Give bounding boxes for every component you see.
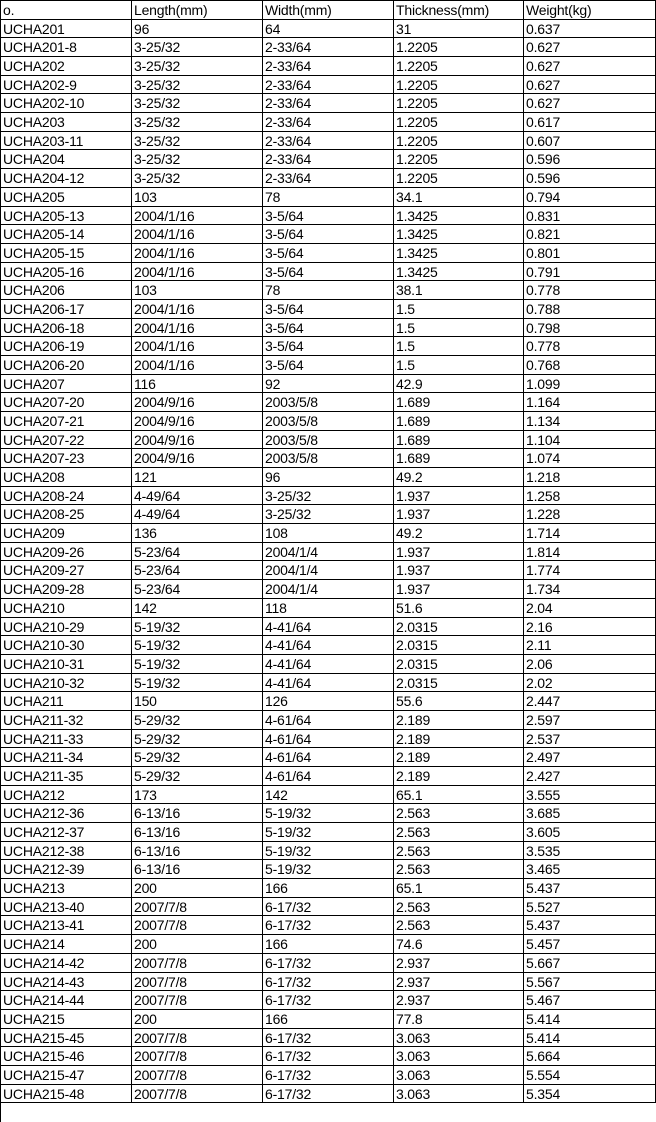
cell-weight: 5.414 bbox=[524, 1010, 656, 1029]
cell-model-no: UCHA212-38 bbox=[1, 842, 132, 861]
cell-width: 118 bbox=[263, 599, 394, 618]
cell-thickness: 77.8 bbox=[394, 1010, 524, 1029]
cell-thickness: 31 bbox=[394, 20, 524, 39]
cell-width: 5-19/32 bbox=[263, 842, 394, 861]
cell-weight: 2.597 bbox=[524, 711, 656, 730]
cell-length: 2007/7/8 bbox=[132, 991, 263, 1010]
cell-length: 5-19/32 bbox=[132, 674, 263, 693]
cell-length: 116 bbox=[132, 375, 263, 394]
cell-thickness: 1.2205 bbox=[394, 113, 524, 132]
cell-length: 2004/9/16 bbox=[132, 412, 263, 431]
cell-thickness: 42.9 bbox=[394, 375, 524, 394]
cell-model-no: UCHA212 bbox=[1, 786, 132, 805]
header-width: Width(mm) bbox=[263, 1, 394, 20]
cell-thickness: 55.6 bbox=[394, 692, 524, 711]
cell-weight: 2.497 bbox=[524, 748, 656, 767]
cell-model-no: UCHA202-10 bbox=[1, 94, 132, 113]
cell-thickness: 1.5 bbox=[394, 319, 524, 338]
cell-weight: 2.447 bbox=[524, 692, 656, 711]
cell-weight: 0.788 bbox=[524, 300, 656, 319]
cell-thickness: 1.689 bbox=[394, 412, 524, 431]
cell-weight: 5.457 bbox=[524, 935, 656, 954]
cell-width: 4-61/64 bbox=[263, 748, 394, 767]
cell-width: 2-33/64 bbox=[263, 113, 394, 132]
cell-model-no: UCHA210 bbox=[1, 599, 132, 618]
cell-width: 96 bbox=[263, 468, 394, 487]
cell-length: 2007/7/8 bbox=[132, 916, 263, 935]
cell-width: 5-19/32 bbox=[263, 823, 394, 842]
cell-width: 3-25/32 bbox=[263, 487, 394, 506]
cell-width: 6-17/32 bbox=[263, 1066, 394, 1085]
cell-length: 200 bbox=[132, 1010, 263, 1029]
cell-weight: 0.798 bbox=[524, 319, 656, 338]
cell-length: 2004/1/16 bbox=[132, 207, 263, 226]
cell-width: 2004/1/4 bbox=[263, 543, 394, 562]
cell-weight: 2.02 bbox=[524, 674, 656, 693]
cell-thickness: 1.5 bbox=[394, 356, 524, 375]
cell-length: 103 bbox=[132, 188, 263, 207]
cell-weight: 2.04 bbox=[524, 599, 656, 618]
cell-length: 2007/7/8 bbox=[132, 1047, 263, 1066]
cell-model-no: UCHA215 bbox=[1, 1010, 132, 1029]
cell-weight: 0.627 bbox=[524, 76, 656, 95]
cell-model-no: UCHA208-25 bbox=[1, 505, 132, 524]
cell-length: 2004/1/16 bbox=[132, 319, 263, 338]
cell-width: 142 bbox=[263, 786, 394, 805]
cell-model-no: UCHA207-21 bbox=[1, 412, 132, 431]
cell-weight: 3.535 bbox=[524, 842, 656, 861]
cell-model-no: UCHA207-22 bbox=[1, 431, 132, 450]
cell-weight: 3.555 bbox=[524, 786, 656, 805]
cell-thickness: 2.563 bbox=[394, 860, 524, 879]
cell-length: 2004/1/16 bbox=[132, 356, 263, 375]
cell-length: 2004/9/16 bbox=[132, 393, 263, 412]
cell-width: 4-41/64 bbox=[263, 636, 394, 655]
cell-length: 2007/7/8 bbox=[132, 954, 263, 973]
cell-model-no: UCHA211 bbox=[1, 692, 132, 711]
cell-weight: 1.814 bbox=[524, 543, 656, 562]
cell-thickness: 2.189 bbox=[394, 730, 524, 749]
cell-model-no: UCHA205-16 bbox=[1, 263, 132, 282]
cell-thickness: 38.1 bbox=[394, 281, 524, 300]
cell-weight: 5.567 bbox=[524, 973, 656, 992]
cell-thickness: 1.2205 bbox=[394, 132, 524, 151]
cell-weight: 0.627 bbox=[524, 38, 656, 57]
cell-model-no: UCHA212-36 bbox=[1, 804, 132, 823]
cell-model-no: UCHA206 bbox=[1, 281, 132, 300]
cell-length: 4-49/64 bbox=[132, 487, 263, 506]
header-weight: Weight(kg) bbox=[524, 1, 656, 20]
cell-model-no: UCHA203 bbox=[1, 113, 132, 132]
cell-thickness: 2.0315 bbox=[394, 674, 524, 693]
cell-thickness: 1.937 bbox=[394, 487, 524, 506]
cell-thickness: 2.937 bbox=[394, 954, 524, 973]
cell-model-no: UCHA205-15 bbox=[1, 244, 132, 263]
cell-width: 2-33/64 bbox=[263, 76, 394, 95]
cell-width: 2-33/64 bbox=[263, 169, 394, 188]
cell-thickness: 34.1 bbox=[394, 188, 524, 207]
cell-length: 5-29/32 bbox=[132, 730, 263, 749]
cell-weight: 0.778 bbox=[524, 281, 656, 300]
cell-thickness: 2.937 bbox=[394, 973, 524, 992]
cell-weight: 2.06 bbox=[524, 655, 656, 674]
cell-thickness: 2.0315 bbox=[394, 618, 524, 637]
cell-length: 200 bbox=[132, 935, 263, 954]
cell-thickness: 2.189 bbox=[394, 767, 524, 786]
header-model-no: o. bbox=[1, 1, 132, 20]
cell-model-no: UCHA210-29 bbox=[1, 618, 132, 637]
cell-thickness: 65.1 bbox=[394, 786, 524, 805]
cell-weight: 2.16 bbox=[524, 618, 656, 637]
cell-length: 173 bbox=[132, 786, 263, 805]
cell-model-no: UCHA213 bbox=[1, 879, 132, 898]
cell-thickness: 1.5 bbox=[394, 300, 524, 319]
cell-weight: 1.164 bbox=[524, 393, 656, 412]
cell-length: 5-19/32 bbox=[132, 618, 263, 637]
cell-width: 6-17/32 bbox=[263, 954, 394, 973]
cell-model-no: UCHA215-47 bbox=[1, 1066, 132, 1085]
cell-model-no: UCHA215-48 bbox=[1, 1085, 132, 1104]
cell-weight: 0.627 bbox=[524, 57, 656, 76]
header-length: Length(mm) bbox=[132, 1, 263, 20]
cell-model-no: UCHA206-20 bbox=[1, 356, 132, 375]
cell-weight: 0.627 bbox=[524, 94, 656, 113]
cell-weight: 1.228 bbox=[524, 505, 656, 524]
cell-weight: 5.437 bbox=[524, 879, 656, 898]
cell-length: 96 bbox=[132, 20, 263, 39]
cell-width: 2-33/64 bbox=[263, 57, 394, 76]
cell-width: 6-17/32 bbox=[263, 898, 394, 917]
cell-width: 2-33/64 bbox=[263, 38, 394, 57]
cell-width: 2003/5/8 bbox=[263, 431, 394, 450]
cell-width: 64 bbox=[263, 20, 394, 39]
cell-width: 6-17/32 bbox=[263, 1047, 394, 1066]
cell-width: 166 bbox=[263, 879, 394, 898]
cell-width: 3-5/64 bbox=[263, 207, 394, 226]
cell-width: 3-5/64 bbox=[263, 300, 394, 319]
cell-weight: 3.465 bbox=[524, 860, 656, 879]
cell-thickness: 3.063 bbox=[394, 1047, 524, 1066]
cell-width: 2004/1/4 bbox=[263, 580, 394, 599]
cell-width: 78 bbox=[263, 188, 394, 207]
cell-model-no: UCHA209-28 bbox=[1, 580, 132, 599]
cell-length: 3-25/32 bbox=[132, 38, 263, 57]
cell-thickness: 49.2 bbox=[394, 524, 524, 543]
cell-model-no: UCHA214-43 bbox=[1, 973, 132, 992]
cell-length: 5-23/64 bbox=[132, 543, 263, 562]
cell-length: 121 bbox=[132, 468, 263, 487]
cell-weight: 0.617 bbox=[524, 113, 656, 132]
cell-width: 3-5/64 bbox=[263, 263, 394, 282]
cell-thickness: 2.937 bbox=[394, 991, 524, 1010]
cell-width: 2003/5/8 bbox=[263, 393, 394, 412]
cell-model-no: UCHA212-39 bbox=[1, 860, 132, 879]
cell-weight: 0.831 bbox=[524, 207, 656, 226]
cell-model-no: UCHA202 bbox=[1, 57, 132, 76]
cell-weight: 0.596 bbox=[524, 150, 656, 169]
cell-width: 2004/1/4 bbox=[263, 561, 394, 580]
cell-width: 4-61/64 bbox=[263, 767, 394, 786]
cell-thickness: 1.3425 bbox=[394, 263, 524, 282]
cell-thickness: 2.0315 bbox=[394, 636, 524, 655]
cell-model-no: UCHA210-31 bbox=[1, 655, 132, 674]
cell-model-no: UCHA204-12 bbox=[1, 169, 132, 188]
cell-model-no: UCHA215-46 bbox=[1, 1047, 132, 1066]
cell-weight: 0.768 bbox=[524, 356, 656, 375]
cell-length: 2004/1/16 bbox=[132, 337, 263, 356]
cell-model-no: UCHA205 bbox=[1, 188, 132, 207]
cell-weight: 0.791 bbox=[524, 263, 656, 282]
cell-length: 150 bbox=[132, 692, 263, 711]
cell-weight: 1.714 bbox=[524, 524, 656, 543]
cell-length: 5-19/32 bbox=[132, 655, 263, 674]
cell-width: 3-25/32 bbox=[263, 505, 394, 524]
cell-length: 136 bbox=[132, 524, 263, 543]
cell-length: 3-25/32 bbox=[132, 132, 263, 151]
cell-thickness: 1.3425 bbox=[394, 207, 524, 226]
cell-length: 2004/9/16 bbox=[132, 449, 263, 468]
cell-model-no: UCHA209-27 bbox=[1, 561, 132, 580]
cell-model-no: UCHA207-23 bbox=[1, 449, 132, 468]
cell-thickness: 2.189 bbox=[394, 711, 524, 730]
cell-length: 3-25/32 bbox=[132, 169, 263, 188]
cell-thickness: 1.689 bbox=[394, 449, 524, 468]
cell-model-no: UCHA212-37 bbox=[1, 823, 132, 842]
cell-weight: 0.778 bbox=[524, 337, 656, 356]
cell-model-no: UCHA210-30 bbox=[1, 636, 132, 655]
cell-length: 3-25/32 bbox=[132, 57, 263, 76]
cell-length: 6-13/16 bbox=[132, 823, 263, 842]
cell-model-no: UCHA202-9 bbox=[1, 76, 132, 95]
cell-model-no: UCHA214 bbox=[1, 935, 132, 954]
cell-weight: 5.414 bbox=[524, 1029, 656, 1048]
cell-model-no: UCHA205-14 bbox=[1, 225, 132, 244]
cell-thickness: 1.5 bbox=[394, 337, 524, 356]
cell-length: 3-25/32 bbox=[132, 113, 263, 132]
cell-width: 166 bbox=[263, 935, 394, 954]
cell-length: 5-23/64 bbox=[132, 561, 263, 580]
cell-length: 2004/1/16 bbox=[132, 300, 263, 319]
cell-model-no: UCHA206-17 bbox=[1, 300, 132, 319]
cell-length: 5-29/32 bbox=[132, 711, 263, 730]
cell-length: 6-13/16 bbox=[132, 804, 263, 823]
cell-thickness: 1.937 bbox=[394, 580, 524, 599]
cell-length: 5-29/32 bbox=[132, 748, 263, 767]
cell-width: 4-61/64 bbox=[263, 711, 394, 730]
cell-weight: 5.664 bbox=[524, 1047, 656, 1066]
cell-model-no: UCHA207-20 bbox=[1, 393, 132, 412]
cell-model-no: UCHA215-45 bbox=[1, 1029, 132, 1048]
cell-length: 2007/7/8 bbox=[132, 1085, 263, 1104]
cell-thickness: 3.063 bbox=[394, 1085, 524, 1104]
cell-thickness: 1.2205 bbox=[394, 94, 524, 113]
cell-thickness: 51.6 bbox=[394, 599, 524, 618]
cell-weight: 3.605 bbox=[524, 823, 656, 842]
cell-model-no: UCHA214-42 bbox=[1, 954, 132, 973]
cell-weight: 1.074 bbox=[524, 449, 656, 468]
cell-thickness: 1.689 bbox=[394, 431, 524, 450]
cell-width: 6-17/32 bbox=[263, 991, 394, 1010]
cell-model-no: UCHA213-41 bbox=[1, 916, 132, 935]
cell-width: 6-17/32 bbox=[263, 1085, 394, 1104]
cell-thickness: 1.2205 bbox=[394, 38, 524, 57]
cell-model-no: UCHA206-19 bbox=[1, 337, 132, 356]
cell-thickness: 2.563 bbox=[394, 898, 524, 917]
cell-weight: 1.734 bbox=[524, 580, 656, 599]
cell-length: 3-25/32 bbox=[132, 150, 263, 169]
cell-thickness: 2.563 bbox=[394, 842, 524, 861]
cell-width: 166 bbox=[263, 1010, 394, 1029]
cell-length: 5-29/32 bbox=[132, 767, 263, 786]
cell-length: 3-25/32 bbox=[132, 94, 263, 113]
cell-length: 2004/1/16 bbox=[132, 244, 263, 263]
cell-thickness: 1.2205 bbox=[394, 169, 524, 188]
cell-model-no: UCHA207 bbox=[1, 375, 132, 394]
cell-width: 4-61/64 bbox=[263, 730, 394, 749]
cell-length: 6-13/16 bbox=[132, 860, 263, 879]
cell-thickness: 1.937 bbox=[394, 543, 524, 562]
header-thickness: Thickness(mm) bbox=[394, 1, 524, 20]
cell-weight: 0.801 bbox=[524, 244, 656, 263]
cell-width: 126 bbox=[263, 692, 394, 711]
cell-thickness: 3.063 bbox=[394, 1029, 524, 1048]
cell-length: 2004/1/16 bbox=[132, 225, 263, 244]
cell-width: 4-41/64 bbox=[263, 655, 394, 674]
cell-width: 3-5/64 bbox=[263, 319, 394, 338]
cell-width: 3-5/64 bbox=[263, 337, 394, 356]
cell-width: 2-33/64 bbox=[263, 132, 394, 151]
cell-thickness: 1.2205 bbox=[394, 150, 524, 169]
cell-weight: 1.218 bbox=[524, 468, 656, 487]
cell-width: 4-41/64 bbox=[263, 674, 394, 693]
cell-model-no: UCHA214-44 bbox=[1, 991, 132, 1010]
cell-thickness: 65.1 bbox=[394, 879, 524, 898]
cell-width: 3-5/64 bbox=[263, 225, 394, 244]
cell-length: 6-13/16 bbox=[132, 842, 263, 861]
cell-thickness: 2.563 bbox=[394, 823, 524, 842]
cell-weight: 0.607 bbox=[524, 132, 656, 151]
cell-weight: 0.637 bbox=[524, 20, 656, 39]
cell-weight: 1.104 bbox=[524, 431, 656, 450]
cell-width: 2-33/64 bbox=[263, 150, 394, 169]
cell-thickness: 1.3425 bbox=[394, 225, 524, 244]
cell-model-no: UCHA204 bbox=[1, 150, 132, 169]
cell-weight: 5.354 bbox=[524, 1085, 656, 1104]
cell-model-no: UCHA209-26 bbox=[1, 543, 132, 562]
cell-width: 6-17/32 bbox=[263, 973, 394, 992]
cell-length: 3-25/32 bbox=[132, 76, 263, 95]
cell-model-no: UCHA213-40 bbox=[1, 898, 132, 917]
cell-weight: 2.427 bbox=[524, 767, 656, 786]
cell-width: 4-41/64 bbox=[263, 618, 394, 637]
cell-thickness: 74.6 bbox=[394, 935, 524, 954]
cell-thickness: 1.937 bbox=[394, 561, 524, 580]
cell-thickness: 1.689 bbox=[394, 393, 524, 412]
cell-weight: 1.774 bbox=[524, 561, 656, 580]
cell-model-no: UCHA209 bbox=[1, 524, 132, 543]
cell-model-no: UCHA208 bbox=[1, 468, 132, 487]
cell-model-no: UCHA211-33 bbox=[1, 730, 132, 749]
cell-length: 2007/7/8 bbox=[132, 1029, 263, 1048]
cell-weight: 2.537 bbox=[524, 730, 656, 749]
cell-width: 3-5/64 bbox=[263, 356, 394, 375]
cell-length: 200 bbox=[132, 879, 263, 898]
cell-model-no: UCHA211-32 bbox=[1, 711, 132, 730]
cell-model-no: UCHA201 bbox=[1, 20, 132, 39]
cell-width: 6-17/32 bbox=[263, 916, 394, 935]
cell-width: 6-17/32 bbox=[263, 1029, 394, 1048]
cell-model-no: UCHA203-11 bbox=[1, 132, 132, 151]
cell-length: 5-19/32 bbox=[132, 636, 263, 655]
cell-width: 5-19/32 bbox=[263, 860, 394, 879]
cell-length: 2007/7/8 bbox=[132, 1066, 263, 1085]
cell-weight: 5.437 bbox=[524, 916, 656, 935]
cell-weight: 3.685 bbox=[524, 804, 656, 823]
cell-weight: 5.667 bbox=[524, 954, 656, 973]
cell-model-no: UCHA210-32 bbox=[1, 674, 132, 693]
cell-weight: 0.821 bbox=[524, 225, 656, 244]
cell-thickness: 2.563 bbox=[394, 916, 524, 935]
cell-weight: 5.467 bbox=[524, 991, 656, 1010]
cell-width: 108 bbox=[263, 524, 394, 543]
cell-width: 78 bbox=[263, 281, 394, 300]
cell-thickness: 1.937 bbox=[394, 505, 524, 524]
cell-width: 2-33/64 bbox=[263, 94, 394, 113]
cell-thickness: 3.063 bbox=[394, 1066, 524, 1085]
cell-width: 92 bbox=[263, 375, 394, 394]
cell-thickness: 2.0315 bbox=[394, 655, 524, 674]
cell-length: 103 bbox=[132, 281, 263, 300]
cell-thickness: 1.2205 bbox=[394, 57, 524, 76]
cell-weight: 5.554 bbox=[524, 1066, 656, 1085]
cell-width: 2003/5/8 bbox=[263, 412, 394, 431]
cell-model-no: UCHA208-24 bbox=[1, 487, 132, 506]
cell-width: 5-19/32 bbox=[263, 804, 394, 823]
cell-thickness: 49.2 bbox=[394, 468, 524, 487]
cell-width: 3-5/64 bbox=[263, 244, 394, 263]
cell-weight: 0.596 bbox=[524, 169, 656, 188]
cell-thickness: 1.3425 bbox=[394, 244, 524, 263]
cell-thickness: 1.2205 bbox=[394, 76, 524, 95]
cell-length: 5-23/64 bbox=[132, 580, 263, 599]
cell-model-no: UCHA205-13 bbox=[1, 207, 132, 226]
cell-model-no: UCHA201-8 bbox=[1, 38, 132, 57]
cell-thickness: 2.563 bbox=[394, 804, 524, 823]
cell-weight: 2.11 bbox=[524, 636, 656, 655]
cell-weight: 1.258 bbox=[524, 487, 656, 506]
cell-width: 2003/5/8 bbox=[263, 449, 394, 468]
cell-weight: 1.099 bbox=[524, 375, 656, 394]
cell-weight: 1.134 bbox=[524, 412, 656, 431]
cell-length: 2007/7/8 bbox=[132, 973, 263, 992]
cell-weight: 5.527 bbox=[524, 898, 656, 917]
cell-length: 4-49/64 bbox=[132, 505, 263, 524]
cell-model-no: UCHA206-18 bbox=[1, 319, 132, 338]
cell-length: 2004/9/16 bbox=[132, 431, 263, 450]
cell-length: 2004/1/16 bbox=[132, 263, 263, 282]
cell-model-no: UCHA211-35 bbox=[1, 767, 132, 786]
cell-weight: 0.794 bbox=[524, 188, 656, 207]
cell-length: 142 bbox=[132, 599, 263, 618]
cell-thickness: 2.189 bbox=[394, 748, 524, 767]
cell-model-no: UCHA211-34 bbox=[1, 748, 132, 767]
cell-length: 2007/7/8 bbox=[132, 898, 263, 917]
